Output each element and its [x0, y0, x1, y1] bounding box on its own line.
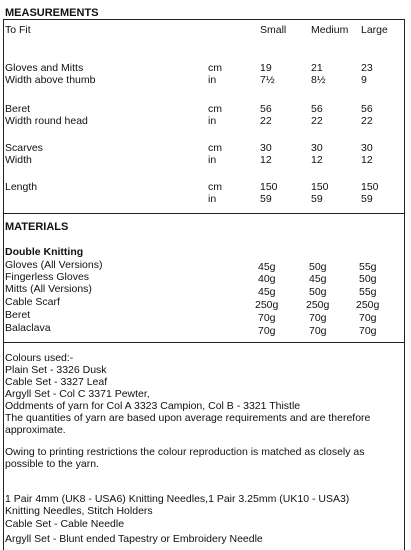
- printing-note: Owing to printing restrictions the colour reproduction is matched as closely as possible to the yarn.: [5, 446, 365, 470]
- measurement-unit: cm: [208, 62, 222, 74]
- material-small: 45g: [258, 261, 276, 273]
- measurement-small: 19: [260, 62, 272, 74]
- material-large: 55g: [359, 261, 377, 273]
- measurement-small: 22: [260, 115, 272, 127]
- material-small: 70g: [258, 312, 276, 324]
- needles-line: Knitting Needles, Stitch Holders: [5, 505, 153, 517]
- measurement-large: 59: [361, 193, 373, 205]
- yarn-type-heading: Double Knitting: [5, 246, 84, 258]
- measurement-large: 22: [361, 115, 373, 127]
- needles-line: Argyll Set - Blunt ended Tapestry or Embroidery Needle: [5, 533, 263, 545]
- material-large: 70g: [359, 312, 377, 324]
- measurement-small: 56: [260, 103, 272, 115]
- material-label: Balaclava: [5, 322, 51, 334]
- material-label: Fingerless Gloves: [5, 271, 90, 283]
- measurement-label: Width above thumb: [5, 74, 96, 86]
- table-top-border: [3, 19, 405, 20]
- size-large-header: Large: [361, 24, 388, 36]
- measurement-medium: 22: [311, 115, 323, 127]
- table-left-border: [3, 19, 4, 550]
- colour-line-oddments: Oddments of yarn for Col A 3323 Campion, Col B - 3321 Thistle: [5, 400, 301, 412]
- size-small-header: Small: [260, 24, 287, 36]
- measurement-medium: 30: [311, 142, 323, 154]
- measurement-medium: 150: [311, 181, 329, 193]
- material-medium: 70g: [309, 312, 327, 324]
- measurement-label: Gloves and Mitts: [5, 62, 84, 74]
- measurement-label: Width round head: [5, 115, 88, 127]
- material-small: 40g: [258, 273, 276, 285]
- needles-line: 1 Pair 4mm (UK8 - USA6) Knitting Needles,1 Pair 3.25mm (UK10 - USA3): [5, 493, 350, 505]
- to-fit-label: To Fit: [5, 24, 31, 36]
- measurement-unit: cm: [208, 181, 222, 193]
- material-medium: 70g: [309, 325, 327, 337]
- material-medium: 45g: [309, 273, 327, 285]
- colour-line-cable: Cable Set - 3327 Leaf: [5, 376, 108, 388]
- material-small: 45g: [258, 286, 276, 298]
- measurement-medium: 59: [311, 193, 323, 205]
- size-medium-header: Medium: [311, 24, 349, 36]
- material-medium: 50g: [309, 286, 327, 298]
- measurement-unit: in: [208, 193, 217, 205]
- measurement-medium: 12: [311, 154, 323, 166]
- material-small: 250g: [255, 299, 279, 311]
- measurement-small: 30: [260, 142, 272, 154]
- material-large: 50g: [359, 273, 377, 285]
- material-medium: 250g: [306, 299, 330, 311]
- measurement-medium: 21: [311, 62, 323, 74]
- measurement-medium: 8½: [311, 74, 326, 86]
- measurement-small: 7½: [260, 74, 275, 86]
- material-large: 70g: [359, 325, 377, 337]
- colour-line-argyll: Argyll Set - Col C 3371 Pewter,: [5, 388, 150, 400]
- measurement-large: 30: [361, 142, 373, 154]
- measurements-heading: MEASUREMENTS: [5, 7, 99, 19]
- measurement-medium: 56: [311, 103, 323, 115]
- measurement-small: 12: [260, 154, 272, 166]
- measurement-unit: cm: [208, 103, 222, 115]
- measurement-large: 9: [361, 74, 367, 86]
- measurement-small: 59: [260, 193, 272, 205]
- material-label: Cable Scarf: [5, 296, 60, 308]
- table-right-border: [404, 19, 405, 550]
- measurement-label: Scarves: [5, 142, 43, 154]
- needles-line: Cable Set - Cable Needle: [5, 518, 125, 530]
- materials-heading: MATERIALS: [5, 221, 69, 233]
- material-medium: 50g: [309, 261, 327, 273]
- material-large: 55g: [359, 286, 377, 298]
- measurement-large: 56: [361, 103, 373, 115]
- colours-title: Colours used:-: [5, 352, 74, 364]
- measurement-unit: in: [208, 74, 217, 86]
- colour-line-plain: Plain Set - 3326 Dusk: [5, 364, 107, 376]
- measurement-label: Width: [5, 154, 32, 166]
- measurement-label: Beret: [5, 103, 31, 115]
- colours-separator: [3, 342, 405, 343]
- material-large: 250g: [356, 299, 380, 311]
- quantities-note: The quantities of yarn are based upon average requirements and are therefore approximate.: [5, 412, 371, 436]
- material-small: 70g: [258, 325, 276, 337]
- measurement-unit: in: [208, 154, 217, 166]
- materials-separator: [3, 213, 405, 214]
- material-label: Gloves (All Versions): [5, 259, 103, 271]
- measurement-unit: cm: [208, 142, 222, 154]
- measurement-small: 150: [260, 181, 278, 193]
- measurement-label: Length: [5, 181, 38, 193]
- measurement-large: 23: [361, 62, 373, 74]
- material-label: Mitts (All Versions): [5, 283, 92, 295]
- measurement-large: 12: [361, 154, 373, 166]
- material-label: Beret: [5, 309, 31, 321]
- measurement-large: 150: [361, 181, 379, 193]
- measurement-unit: in: [208, 115, 217, 127]
